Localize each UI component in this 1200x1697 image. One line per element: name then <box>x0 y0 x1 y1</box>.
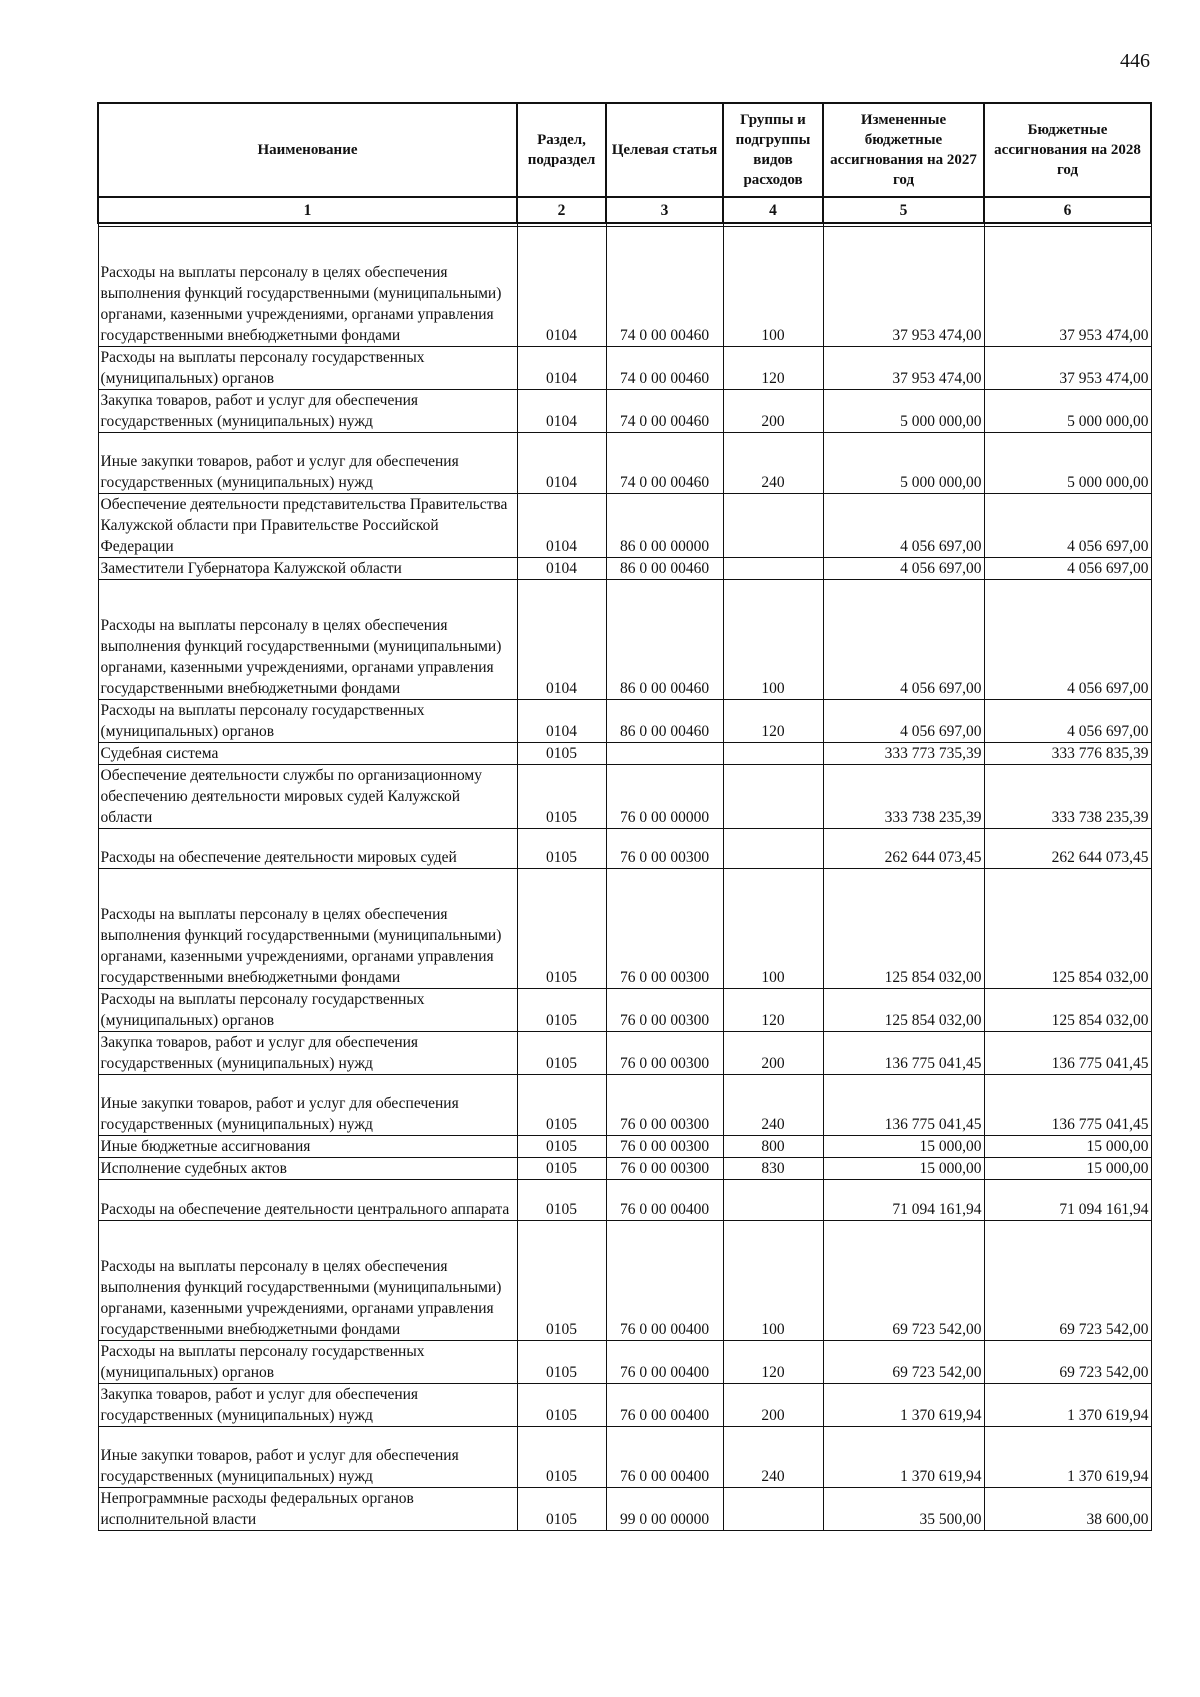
row-section: 0104 <box>517 347 606 390</box>
row-name: Обеспечение деятельности представительства Правительства Калужской области при Правительстве Российской Федерации <box>98 494 517 558</box>
row-amount-2027: 4 056 697,00 <box>823 494 984 558</box>
row-amount-2028: 125 854 032,00 <box>984 869 1151 989</box>
row-section: 0105 <box>517 1136 606 1158</box>
table-row <box>98 347 1151 390</box>
row-amount-2027: 333 738 235,39 <box>823 765 984 829</box>
row-name: Расходы на обеспечение деятельности мировых судей <box>98 829 517 869</box>
row-target-article: 76 0 00 00400 <box>606 1427 723 1488</box>
table-row <box>98 494 1151 558</box>
table-row <box>98 1075 1151 1136</box>
row-amount-2027: 125 854 032,00 <box>823 869 984 989</box>
row-target-article: 76 0 00 00300 <box>606 869 723 989</box>
row-section: 0105 <box>517 989 606 1032</box>
row-name: Обеспечение деятельности службы по организационному обеспечению деятельности мировых судей Калужской области <box>98 765 517 829</box>
row-amount-2028: 4 056 697,00 <box>984 558 1151 580</box>
column-number-row <box>98 197 1151 223</box>
row-amount-2027: 125 854 032,00 <box>823 989 984 1032</box>
row-section: 0105 <box>517 1427 606 1488</box>
col-number: 3 <box>606 197 723 223</box>
row-amount-2027: 136 775 041,45 <box>823 1075 984 1136</box>
row-name: Расходы на выплаты персоналу государственных (муниципальных) органов <box>98 989 517 1032</box>
row-name: Заместители Губернатора Калужской области <box>98 558 517 580</box>
row-amount-2027: 4 056 697,00 <box>823 558 984 580</box>
row-expense-group: 200 <box>723 390 823 433</box>
row-section: 0105 <box>517 1384 606 1427</box>
row-amount-2028: 1 370 619,94 <box>984 1427 1151 1488</box>
row-amount-2028: 1 370 619,94 <box>984 1384 1151 1427</box>
col-number: 2 <box>517 197 606 223</box>
row-target-article: 76 0 00 00400 <box>606 1341 723 1384</box>
table-row <box>98 1136 1151 1158</box>
row-expense-group: 100 <box>723 580 823 700</box>
row-section: 0105 <box>517 765 606 829</box>
table-row <box>98 1488 1151 1531</box>
row-amount-2028: 69 723 542,00 <box>984 1341 1151 1384</box>
table-row <box>98 227 1151 347</box>
row-expense-group: 120 <box>723 347 823 390</box>
row-target-article: 76 0 00 00300 <box>606 1158 723 1180</box>
header-allocations-2028: Бюджетные ассигнования на 2028 год <box>984 103 1151 197</box>
row-amount-2027: 15 000,00 <box>823 1136 984 1158</box>
row-target-article: 76 0 00 00400 <box>606 1221 723 1341</box>
row-section: 0105 <box>517 1221 606 1341</box>
row-expense-group: 830 <box>723 1158 823 1180</box>
row-name: Расходы на выплаты персоналу в целях обеспечения выполнения функций государственными (муниципальными) органами, казенными учреждениями, органами управления государственными внебюджетными фондами <box>98 227 517 347</box>
row-amount-2027: 262 644 073,45 <box>823 829 984 869</box>
row-amount-2028: 333 776 835,39 <box>984 743 1151 765</box>
row-section: 0105 <box>517 1488 606 1531</box>
row-expense-group: 100 <box>723 1221 823 1341</box>
row-amount-2028: 15 000,00 <box>984 1158 1151 1180</box>
row-target-article: 74 0 00 00460 <box>606 227 723 347</box>
row-amount-2027: 69 723 542,00 <box>823 1221 984 1341</box>
row-amount-2028: 4 056 697,00 <box>984 700 1151 743</box>
row-target-article: 76 0 00 00000 <box>606 765 723 829</box>
row-amount-2028: 125 854 032,00 <box>984 989 1151 1032</box>
row-expense-group <box>723 1180 823 1221</box>
row-amount-2027: 5 000 000,00 <box>823 390 984 433</box>
row-expense-group <box>723 743 823 765</box>
row-target-article: 86 0 00 00460 <box>606 700 723 743</box>
row-name: Расходы на выплаты персоналу государственных (муниципальных) органов <box>98 700 517 743</box>
row-amount-2028: 136 775 041,45 <box>984 1032 1151 1075</box>
row-amount-2028: 15 000,00 <box>984 1136 1151 1158</box>
row-name: Расходы на выплаты персоналу в целях обеспечения выполнения функций государственными (муниципальными) органами, казенными учреждениями, органами управления государственными внебюджетными фондами <box>98 869 517 989</box>
header-target-article: Целевая статья <box>606 103 723 197</box>
row-expense-group: 120 <box>723 1341 823 1384</box>
row-amount-2027: 5 000 000,00 <box>823 433 984 494</box>
table-row <box>98 390 1151 433</box>
row-expense-group: 100 <box>723 227 823 347</box>
row-amount-2027: 71 094 161,94 <box>823 1180 984 1221</box>
row-amount-2027: 1 370 619,94 <box>823 1427 984 1488</box>
row-section: 0105 <box>517 1032 606 1075</box>
row-amount-2027: 69 723 542,00 <box>823 1341 984 1384</box>
row-name: Расходы на выплаты персоналу в целях обеспечения выполнения функций государственными (муниципальными) органами, казенными учреждениями, органами управления государственными внебюджетными фондами <box>98 1221 517 1341</box>
col-number: 6 <box>984 197 1151 223</box>
row-target-article: 99 0 00 00000 <box>606 1488 723 1531</box>
table-row <box>98 829 1151 869</box>
row-target-article: 86 0 00 00000 <box>606 494 723 558</box>
row-amount-2027: 333 773 735,39 <box>823 743 984 765</box>
table-row <box>98 1032 1151 1075</box>
row-target-article: 74 0 00 00460 <box>606 347 723 390</box>
row-amount-2027: 15 000,00 <box>823 1158 984 1180</box>
page-number: 446 <box>1120 50 1150 72</box>
row-target-article: 76 0 00 00300 <box>606 1075 723 1136</box>
row-amount-2027: 35 500,00 <box>823 1488 984 1531</box>
row-target-article: 76 0 00 00400 <box>606 1180 723 1221</box>
row-expense-group: 200 <box>723 1032 823 1075</box>
row-amount-2028: 38 600,00 <box>984 1488 1151 1531</box>
row-section: 0105 <box>517 869 606 989</box>
table-row <box>98 1427 1151 1488</box>
table-row <box>98 743 1151 765</box>
row-amount-2028: 4 056 697,00 <box>984 494 1151 558</box>
header-name: Наименование <box>98 103 517 197</box>
row-amount-2028: 333 738 235,39 <box>984 765 1151 829</box>
row-expense-group: 120 <box>723 700 823 743</box>
col-number: 5 <box>823 197 984 223</box>
table-row <box>98 1158 1151 1180</box>
row-section: 0104 <box>517 580 606 700</box>
header-section: Раздел, подраздел <box>517 103 606 197</box>
row-name: Расходы на выплаты персоналу в целях обеспечения выполнения функций государственными (муниципальными) органами, казенными учреждениями, органами управления государственными внебюджетными фондами <box>98 580 517 700</box>
row-amount-2027: 4 056 697,00 <box>823 580 984 700</box>
row-expense-group: 200 <box>723 1384 823 1427</box>
row-target-article: 86 0 00 00460 <box>606 558 723 580</box>
row-expense-group: 120 <box>723 989 823 1032</box>
budget-table <box>97 102 1152 1531</box>
col-number: 1 <box>98 197 517 223</box>
row-amount-2028: 4 056 697,00 <box>984 580 1151 700</box>
row-section: 0104 <box>517 227 606 347</box>
row-name: Закупка товаров, работ и услуг для обеспечения государственных (муниципальных) нужд <box>98 1032 517 1075</box>
row-expense-group: 240 <box>723 1075 823 1136</box>
row-amount-2028: 136 775 041,45 <box>984 1075 1151 1136</box>
row-name: Закупка товаров, работ и услуг для обеспечения государственных (муниципальных) нужд <box>98 390 517 433</box>
table-header-row <box>98 103 1151 197</box>
row-target-article: 76 0 00 00300 <box>606 1032 723 1075</box>
row-amount-2027: 4 056 697,00 <box>823 700 984 743</box>
row-expense-group: 240 <box>723 433 823 494</box>
row-name: Иные закупки товаров, работ и услуг для обеспечения государственных (муниципальных) нужд <box>98 1427 517 1488</box>
row-target-article: 86 0 00 00460 <box>606 580 723 700</box>
row-section: 0104 <box>517 494 606 558</box>
table-row <box>98 558 1151 580</box>
row-section: 0105 <box>517 829 606 869</box>
row-amount-2028: 262 644 073,45 <box>984 829 1151 869</box>
row-target-article: 76 0 00 00300 <box>606 1136 723 1158</box>
row-amount-2027: 136 775 041,45 <box>823 1032 984 1075</box>
row-section: 0105 <box>517 1341 606 1384</box>
row-name: Расходы на обеспечение деятельности центрального аппарата <box>98 1180 517 1221</box>
row-expense-group: 800 <box>723 1136 823 1158</box>
row-section: 0105 <box>517 1180 606 1221</box>
table-row <box>98 765 1151 829</box>
row-expense-group <box>723 1488 823 1531</box>
header-expense-groups: Группы и подгруппы видов расходов <box>723 103 823 197</box>
row-name: Расходы на выплаты персоналу государственных (муниципальных) органов <box>98 1341 517 1384</box>
row-section: 0104 <box>517 390 606 433</box>
row-expense-group <box>723 765 823 829</box>
row-name: Закупка товаров, работ и услуг для обеспечения государственных (муниципальных) нужд <box>98 1384 517 1427</box>
row-target-article <box>606 743 723 765</box>
row-amount-2028: 71 094 161,94 <box>984 1180 1151 1221</box>
row-expense-group <box>723 829 823 869</box>
row-amount-2028: 5 000 000,00 <box>984 433 1151 494</box>
row-name: Расходы на выплаты персоналу государственных (муниципальных) органов <box>98 347 517 390</box>
row-target-article: 76 0 00 00400 <box>606 1384 723 1427</box>
col-number: 4 <box>723 197 823 223</box>
table-row <box>98 580 1151 700</box>
row-section: 0104 <box>517 700 606 743</box>
table-row <box>98 869 1151 989</box>
header-allocations-2027: Измененные бюджетные ассигнования на 2027 год <box>823 103 984 197</box>
row-target-article: 76 0 00 00300 <box>606 989 723 1032</box>
row-name: Иные закупки товаров, работ и услуг для обеспечения государственных (муниципальных) нужд <box>98 1075 517 1136</box>
row-amount-2028: 69 723 542,00 <box>984 1221 1151 1341</box>
table-row <box>98 700 1151 743</box>
row-amount-2027: 37 953 474,00 <box>823 347 984 390</box>
row-section: 0105 <box>517 1158 606 1180</box>
table-row <box>98 433 1151 494</box>
row-section: 0104 <box>517 558 606 580</box>
row-amount-2028: 5 000 000,00 <box>984 390 1151 433</box>
row-section: 0105 <box>517 1075 606 1136</box>
row-name: Иные закупки товаров, работ и услуг для обеспечения государственных (муниципальных) нужд <box>98 433 517 494</box>
row-name: Судебная система <box>98 743 517 765</box>
table-row <box>98 1341 1151 1384</box>
table-row <box>98 1221 1151 1341</box>
row-expense-group <box>723 558 823 580</box>
row-section: 0105 <box>517 743 606 765</box>
table-row <box>98 1180 1151 1221</box>
row-name: Исполнение судебных актов <box>98 1158 517 1180</box>
row-target-article: 74 0 00 00460 <box>606 390 723 433</box>
row-name: Иные бюджетные ассигнования <box>98 1136 517 1158</box>
row-expense-group: 100 <box>723 869 823 989</box>
row-amount-2027: 37 953 474,00 <box>823 227 984 347</box>
row-expense-group <box>723 494 823 558</box>
row-amount-2028: 37 953 474,00 <box>984 347 1151 390</box>
table-row <box>98 989 1151 1032</box>
row-target-article: 74 0 00 00460 <box>606 433 723 494</box>
row-section: 0104 <box>517 433 606 494</box>
table-row <box>98 1384 1151 1427</box>
row-amount-2028: 37 953 474,00 <box>984 227 1151 347</box>
row-target-article: 76 0 00 00300 <box>606 829 723 869</box>
row-expense-group: 240 <box>723 1427 823 1488</box>
row-name: Непрограммные расходы федеральных органов исполнительной власти <box>98 1488 517 1531</box>
row-amount-2027: 1 370 619,94 <box>823 1384 984 1427</box>
